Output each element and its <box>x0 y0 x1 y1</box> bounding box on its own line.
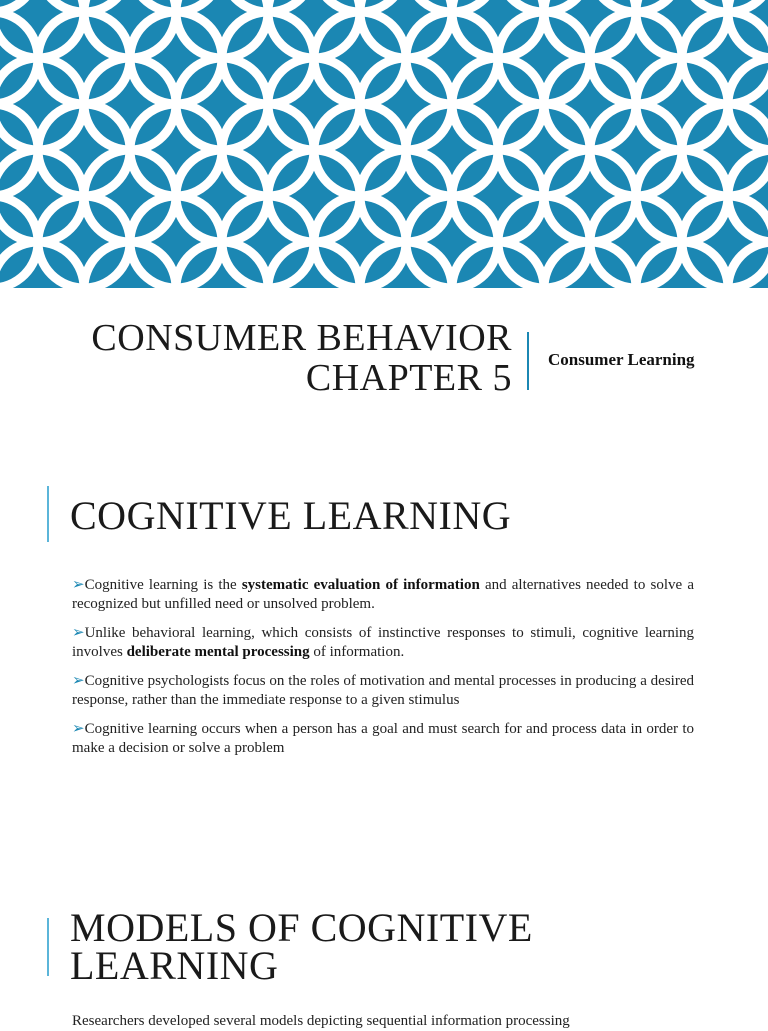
heading-accent-bar <box>47 486 49 542</box>
bullet-list <box>72 576 694 768</box>
body-text: Researchers developed several models depicting sequential information processing <box>72 1013 570 1029</box>
interlocking-circles-pattern-icon <box>0 0 768 288</box>
slide-title-line-1: CONSUMER BEHAVIOR <box>91 317 512 359</box>
arrow-bullet-icon: ➢ <box>72 673 85 689</box>
slide-subtitle: Consumer Learning <box>548 350 695 369</box>
bullet-item: ➢Cognitive psychologists focus on the roles of motivation and mental processes in producing a desired response, rather than the immediate response to a given stimulus <box>72 673 694 708</box>
arrow-bullet-icon: ➢ <box>72 721 85 737</box>
header-pattern-banner <box>0 0 768 288</box>
bullet-item: ➢Cognitive learning occurs when a person has a goal and must search for and process data in order to make a decision or solve a problem <box>72 721 694 756</box>
bullet-item: ➢Cognitive learning is the systematic evaluation of information and alternatives needed to solve a recognized but unfilled need or unsolved problem. <box>72 577 694 612</box>
section-heading-models: MODELS OF COGNITIVE LEARNING <box>70 905 533 988</box>
heading-accent-bar <box>47 918 49 976</box>
section-heading-cognitive-learning: COGNITIVE LEARNING <box>70 493 512 538</box>
title-divider <box>527 332 529 390</box>
slide-title-line-2: CHAPTER 5 <box>305 357 512 399</box>
slide-title <box>32 318 512 398</box>
bullet-item: ➢Unlike behavioral learning, which consists of instinctive responses to stimuli, cognitive learning involves deliberate mental processing of information. <box>72 625 694 660</box>
arrow-bullet-icon: ➢ <box>72 577 85 593</box>
arrow-bullet-icon: ➢ <box>72 625 85 641</box>
